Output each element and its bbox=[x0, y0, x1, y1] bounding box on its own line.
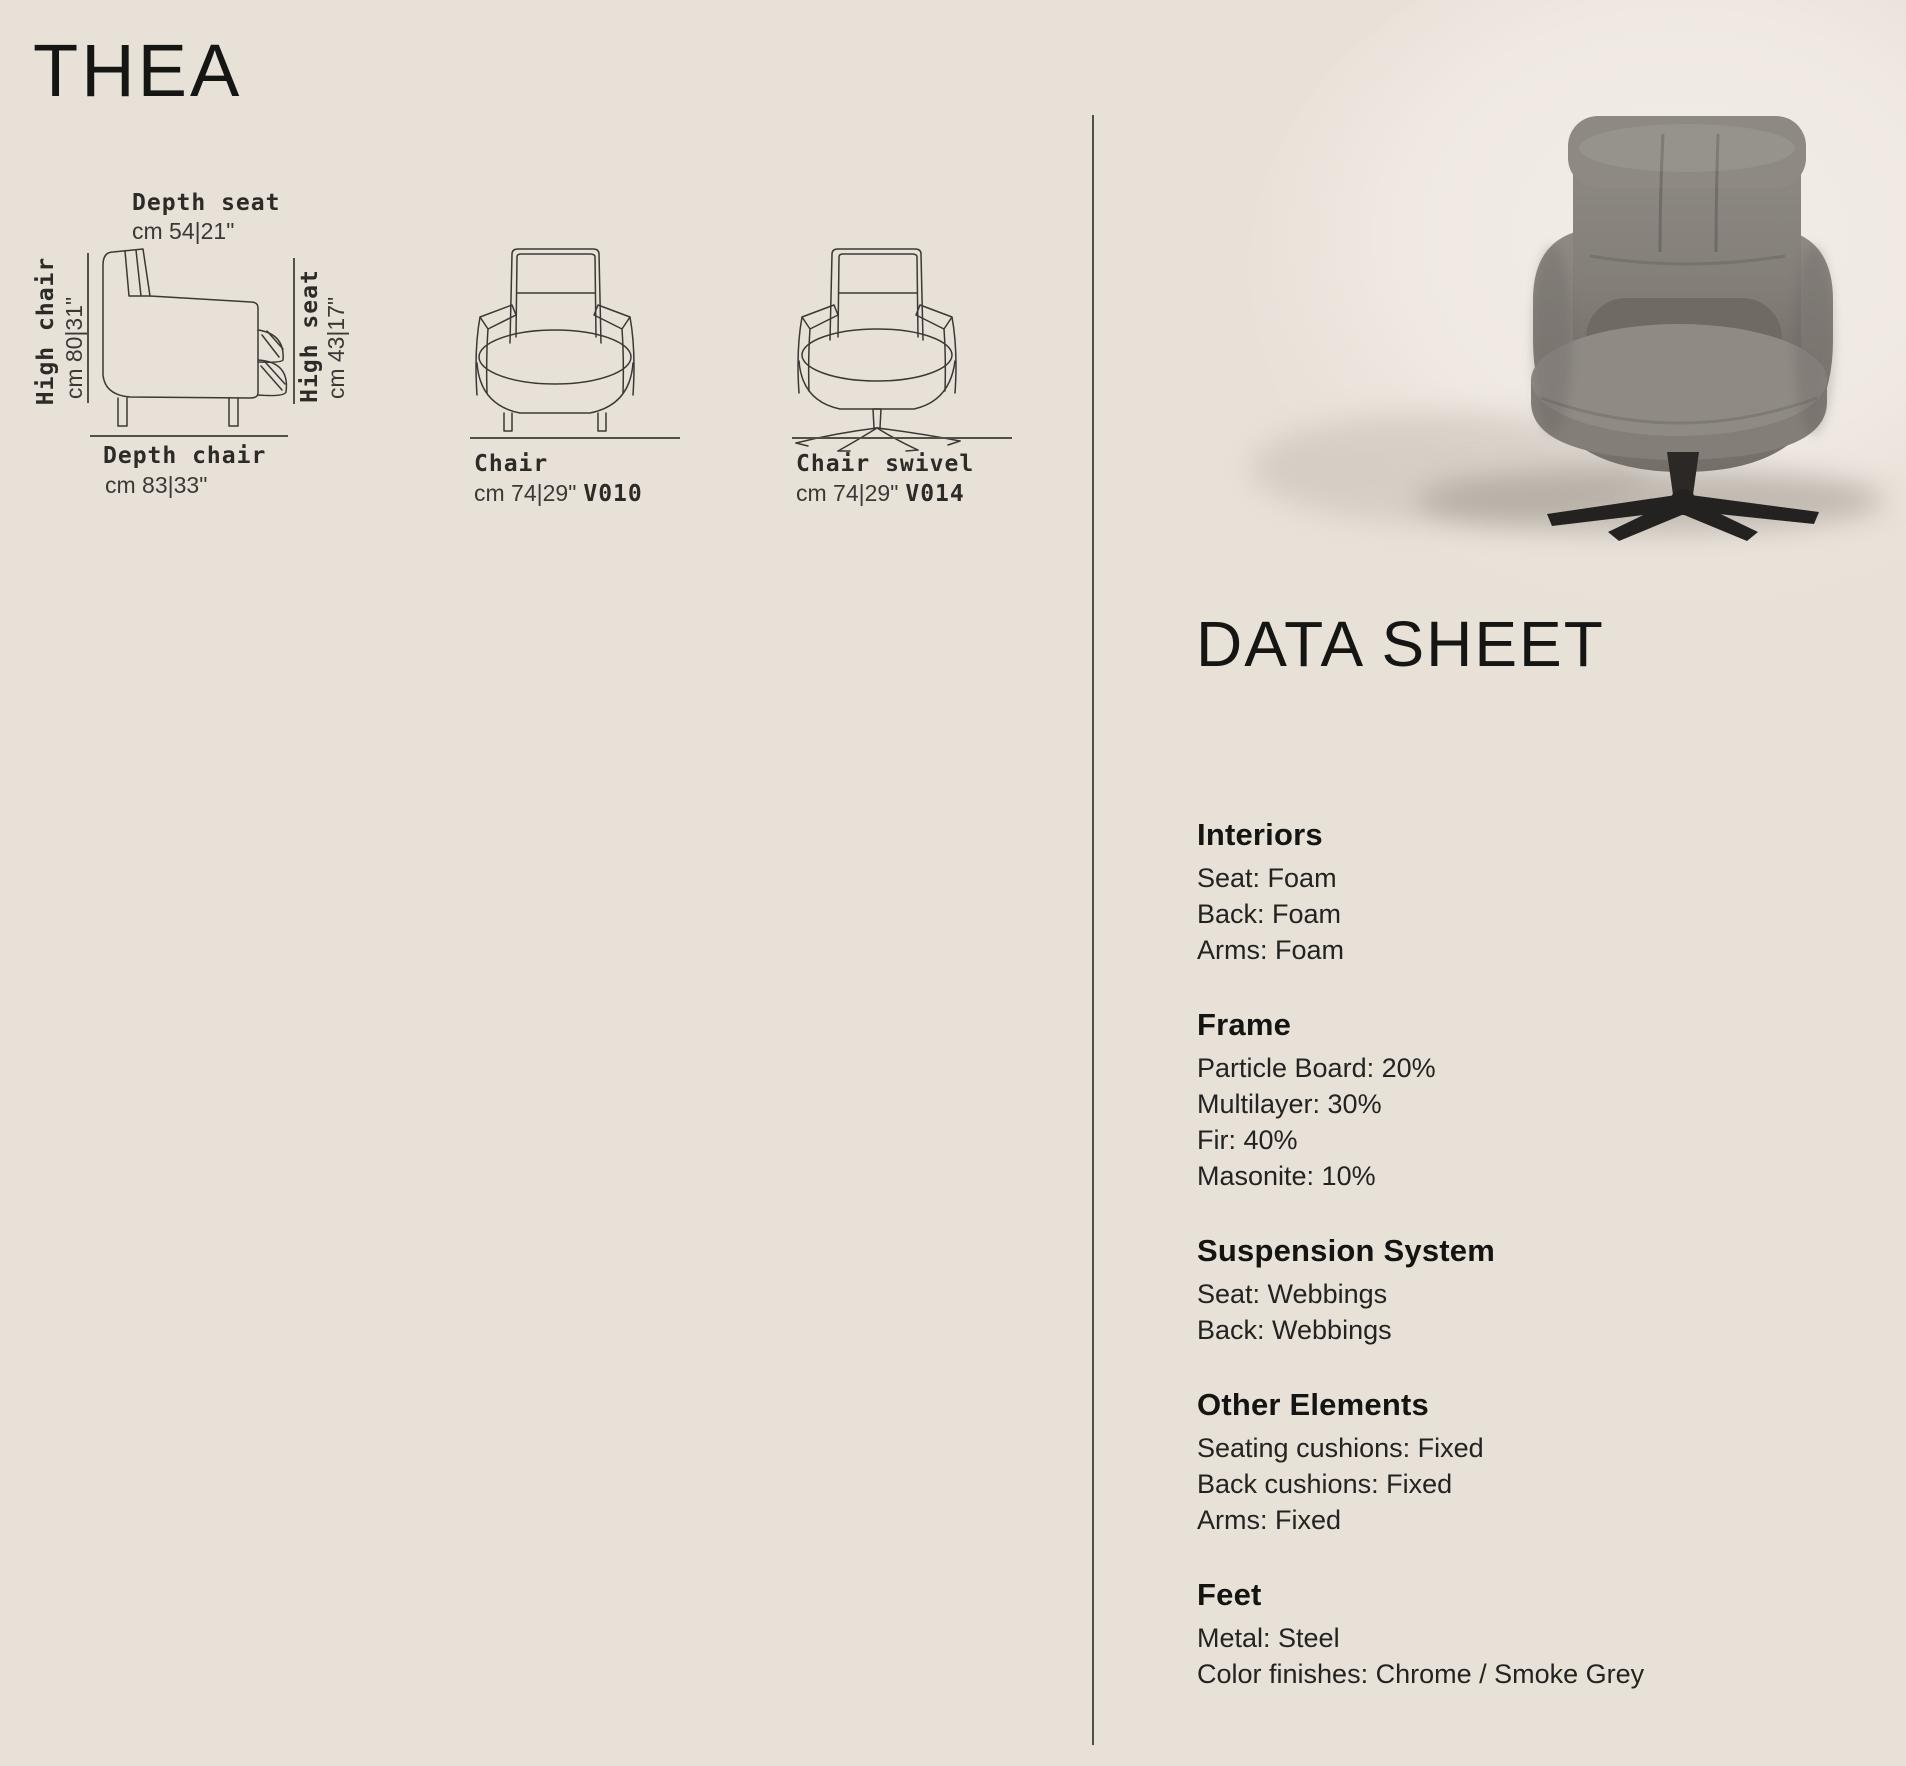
value-high-seat: cm 43|17" bbox=[323, 296, 349, 400]
spec-line: Metal: Steel bbox=[1197, 1623, 1340, 1653]
spec-section-feet bbox=[1197, 1578, 1837, 1692]
chair-code: V010 bbox=[583, 481, 643, 507]
dimension-line-high-seat bbox=[293, 258, 295, 404]
spec-line: Masonite: 10% bbox=[1197, 1161, 1376, 1191]
dimension-line-high-chair bbox=[87, 253, 89, 403]
spec-line: Back: Webbings bbox=[1197, 1315, 1392, 1345]
value-high-chair: cm 80|31" bbox=[61, 296, 87, 400]
baseline-front-view bbox=[470, 437, 680, 439]
spec-line: Arms: Fixed bbox=[1197, 1505, 1342, 1535]
spec-section-suspension bbox=[1197, 1234, 1837, 1348]
spec-title: Frame bbox=[1197, 1007, 1292, 1042]
label-chair: Chair bbox=[474, 451, 549, 477]
spec-line: Seat: Foam bbox=[1197, 863, 1337, 893]
spec-line: Fir: 40% bbox=[1197, 1125, 1298, 1155]
spec-line: Arms: Foam bbox=[1197, 935, 1345, 965]
value-chair-swivel bbox=[796, 480, 965, 507]
baseline-swivel-view bbox=[792, 437, 1012, 439]
product-photo bbox=[1140, 0, 1906, 600]
spec-title: Suspension System bbox=[1197, 1233, 1495, 1268]
spec-section-interiors bbox=[1197, 818, 1837, 968]
spec-line: Back cushions: Fixed bbox=[1197, 1469, 1453, 1499]
side-view-drawing bbox=[95, 243, 305, 443]
spec-section-other-elements bbox=[1197, 1388, 1837, 1538]
value-chair bbox=[474, 480, 643, 507]
chair-swivel-code: V014 bbox=[905, 481, 965, 507]
spec-line: Color finishes: Chrome / Smoke Grey bbox=[1197, 1659, 1645, 1689]
label-depth-seat: Depth seat bbox=[132, 190, 281, 216]
chair-size: cm 74|29" bbox=[474, 480, 577, 506]
chair-seat-cushion bbox=[1531, 324, 1827, 436]
column-divider bbox=[1092, 115, 1094, 1745]
spec-title: Interiors bbox=[1197, 817, 1323, 852]
label-high-chair: High chair bbox=[33, 256, 59, 406]
datasheet-sections bbox=[1197, 818, 1837, 1732]
datasheet-heading: DATA SHEET bbox=[1196, 608, 1605, 680]
spec-line: Multilayer: 30% bbox=[1197, 1089, 1382, 1119]
spec-title: Feet bbox=[1197, 1577, 1262, 1612]
label-high-seat: High seat bbox=[297, 269, 323, 403]
page-title: THEA bbox=[33, 29, 243, 112]
label-chair-swivel: Chair swivel bbox=[796, 451, 975, 477]
spec-title: Other Elements bbox=[1197, 1387, 1429, 1422]
label-depth-chair: Depth chair bbox=[103, 443, 267, 469]
spec-section-frame bbox=[1197, 1008, 1837, 1194]
spec-line: Back: Foam bbox=[1197, 899, 1342, 929]
spec-line: Seat: Webbings bbox=[1197, 1279, 1388, 1309]
spec-line: Seating cushions: Fixed bbox=[1197, 1433, 1484, 1463]
dimension-line-depth-chair bbox=[90, 435, 288, 437]
value-depth-seat: cm 54|21" bbox=[132, 218, 235, 244]
spec-line: Particle Board: 20% bbox=[1197, 1053, 1436, 1083]
front-view-drawing bbox=[460, 245, 650, 445]
value-depth-chair: cm 83|33" bbox=[105, 472, 208, 498]
swivel-view-drawing bbox=[778, 245, 983, 455]
chair-swivel-size: cm 74|29" bbox=[796, 480, 899, 506]
